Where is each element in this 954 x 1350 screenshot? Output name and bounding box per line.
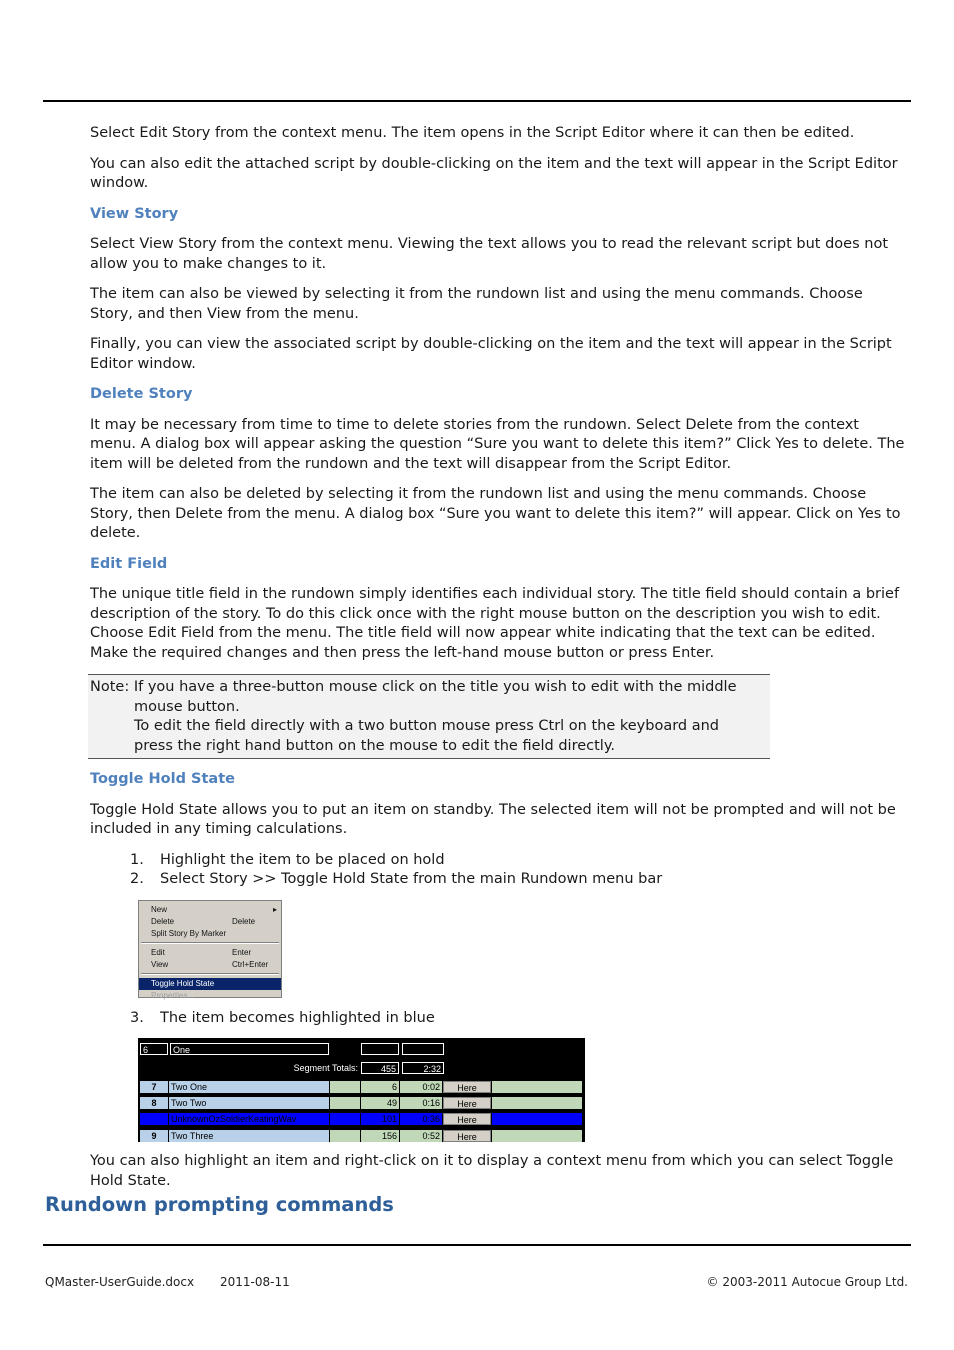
row-cell: [330, 1113, 360, 1125]
list-item: [130, 851, 905, 871]
row-cell: [330, 1081, 360, 1093]
document-body: [90, 124, 905, 1202]
segment-words: 455: [361, 1062, 399, 1074]
paragraph: The item can also be deleted by selecting it from the rundown list and using the menu commands. Choose Story, then Delete from the menu. A dialog box “Sure you want to delete this item?” will appear. Click on Yes to delete.: [90, 486, 901, 541]
paragraph: Finally, you can view the associated script by double-clicking on the item and the text will appear in the Script Editor window.: [90, 336, 892, 372]
menu-item-split-story[interactable]: Split Story By Marker: [151, 928, 227, 938]
menu-item-toggle-hold-state[interactable]: Toggle Hold State: [139, 978, 281, 990]
row-title[interactable]: Two Three: [169, 1130, 329, 1142]
paragraph: Select View Story from the context menu. Viewing the text allows you to read the relevant script but does not allow you to make changes to it.: [90, 236, 889, 272]
rundown-header-box: [402, 1043, 444, 1055]
footer-filename: QMaster-UserGuide.docx: [45, 1275, 195, 1289]
row-words: 156: [361, 1130, 399, 1142]
paragraph: Toggle Hold State allows you to put an item on standby. The selected item will not be prompted and will not be included in any timing calculations.: [90, 801, 896, 837]
heading-toggle-hold-state: Toggle Hold State: [90, 771, 235, 787]
footer-date: 2011-08-11: [220, 1275, 290, 1289]
header-rule: [43, 100, 911, 102]
note-line: If you have a three-button mouse click on the title you wish to edit with the middle: [133, 679, 737, 695]
list-number: 1.: [130, 851, 144, 868]
row-time: 0:02: [400, 1081, 442, 1093]
rundown-header-number: 6: [140, 1043, 168, 1055]
paragraph: It may be necessary from time to time to delete stories from the rundown. Select Delete from the context menu. A dialog box will appear asking the question “Sure you want to delete this item?” Click Yes to delete. The item will be deleted from the rundown and the text will disappear from the Script Editor.: [90, 416, 905, 472]
row-time: 0:36: [400, 1113, 442, 1125]
row-number: [140, 1113, 168, 1125]
context-menu-screenshot: [138, 900, 282, 998]
paragraph: You can also highlight an item and right-click on it to display a context menu from which you can select Toggle Hold State.: [90, 1153, 894, 1189]
note-prefix: Note:: [90, 679, 130, 695]
row-cell: [492, 1113, 582, 1125]
row-cell: [330, 1097, 360, 1109]
rundown-header-title: One: [170, 1043, 329, 1055]
list-text: Highlight the item to be placed on hold: [160, 851, 445, 868]
section-heading: Rundown prompting commands: [45, 1193, 394, 1216]
paragraph: The unique title field in the rundown simply identifies each individual story. The title field should contain a brief description of the story. To do this click once with the right mouse button on the description you wish to edit. Choose Edit Field from the menu. The title field will now appear white indicating that the text can be edited. Make the required changes and then press the left-hand mouse button or press Enter.: [90, 586, 900, 661]
paragraph: The item can also be viewed by selecting it from the rundown list and using the menu commands. Choose Story, and then View from the menu.: [90, 286, 863, 322]
list-text: The item becomes highlighted in blue: [160, 1009, 435, 1026]
row-title[interactable]: Two Two: [169, 1097, 329, 1109]
row-cell: [492, 1130, 582, 1142]
submenu-arrow-icon: ▸: [272, 904, 277, 914]
menu-separator: [141, 973, 279, 975]
heading-delete-story: Delete Story: [90, 386, 193, 402]
row-cell: [492, 1097, 582, 1109]
heading-edit-field: Edit Field: [90, 555, 168, 572]
menu-item-properties: Properties...: [151, 990, 195, 1000]
here-button[interactable]: Here: [443, 1113, 491, 1125]
list-number: 3.: [130, 1009, 144, 1026]
row-words: 6: [361, 1081, 399, 1093]
row-cell: [330, 1130, 360, 1142]
here-button[interactable]: Here: [443, 1130, 491, 1142]
segment-time: 2:32: [402, 1062, 444, 1074]
note-line: mouse button.: [134, 698, 240, 715]
note-box: [88, 674, 770, 759]
list-item: [130, 870, 905, 890]
menu-item-new[interactable]: New ▸: [151, 904, 277, 914]
steps-list: [90, 851, 905, 890]
menu-separator: [141, 942, 279, 944]
segment-totals-label: Segment Totals:: [293, 1063, 358, 1073]
row-cell: [492, 1081, 582, 1093]
rundown-row[interactable]: [140, 1129, 584, 1142]
rundown-header-box: [361, 1043, 399, 1055]
menu-item-delete[interactable]: Delete Delete: [151, 916, 256, 926]
here-button[interactable]: Here: [443, 1097, 491, 1109]
here-button[interactable]: Here: [443, 1081, 491, 1093]
list-text: Select Story >> Toggle Hold State from the main Rundown menu bar: [160, 871, 663, 887]
rundown-row[interactable]: [140, 1080, 584, 1094]
row-title[interactable]: Two One: [169, 1081, 329, 1093]
heading-view-story: View Story: [90, 205, 179, 222]
note-line: press the right hand button on the mouse to edit the field directly.: [134, 737, 615, 754]
row-title[interactable]: UnknownOzSoldierKeatingWav: [169, 1113, 329, 1125]
steps-list: [90, 1009, 905, 1029]
footer-copyright: © 2003-2011 Autocue Group Ltd.: [706, 1275, 908, 1289]
row-words: 101: [361, 1113, 399, 1125]
note-line: To edit the field directly with a two button mouse press Ctrl on the keyboard and: [134, 718, 720, 734]
row-time: 0:52: [400, 1130, 442, 1142]
list-number: 2.: [130, 871, 144, 887]
paragraph: Select Edit Story from the context menu. The item opens in the Script Editor where it can then be edited.: [90, 125, 855, 141]
rundown-row[interactable]: [140, 1096, 584, 1110]
row-words: 49: [361, 1097, 399, 1109]
row-number: 7: [140, 1081, 168, 1093]
row-time: 0:16: [400, 1097, 442, 1109]
rundown-screenshot: [138, 1038, 585, 1142]
menu-item-edit[interactable]: Edit Enter: [151, 947, 252, 957]
rundown-row-on-hold[interactable]: [140, 1112, 584, 1126]
row-number: 8: [140, 1097, 168, 1109]
menu-item-view[interactable]: View Ctrl+Enter: [151, 959, 269, 969]
footer-rule: [43, 1244, 911, 1246]
row-number: 9: [140, 1130, 168, 1142]
paragraph: You can also edit the attached script by double-clicking on the item and the text will appear in the Script Editor window.: [90, 155, 898, 191]
list-item: [130, 1009, 905, 1029]
